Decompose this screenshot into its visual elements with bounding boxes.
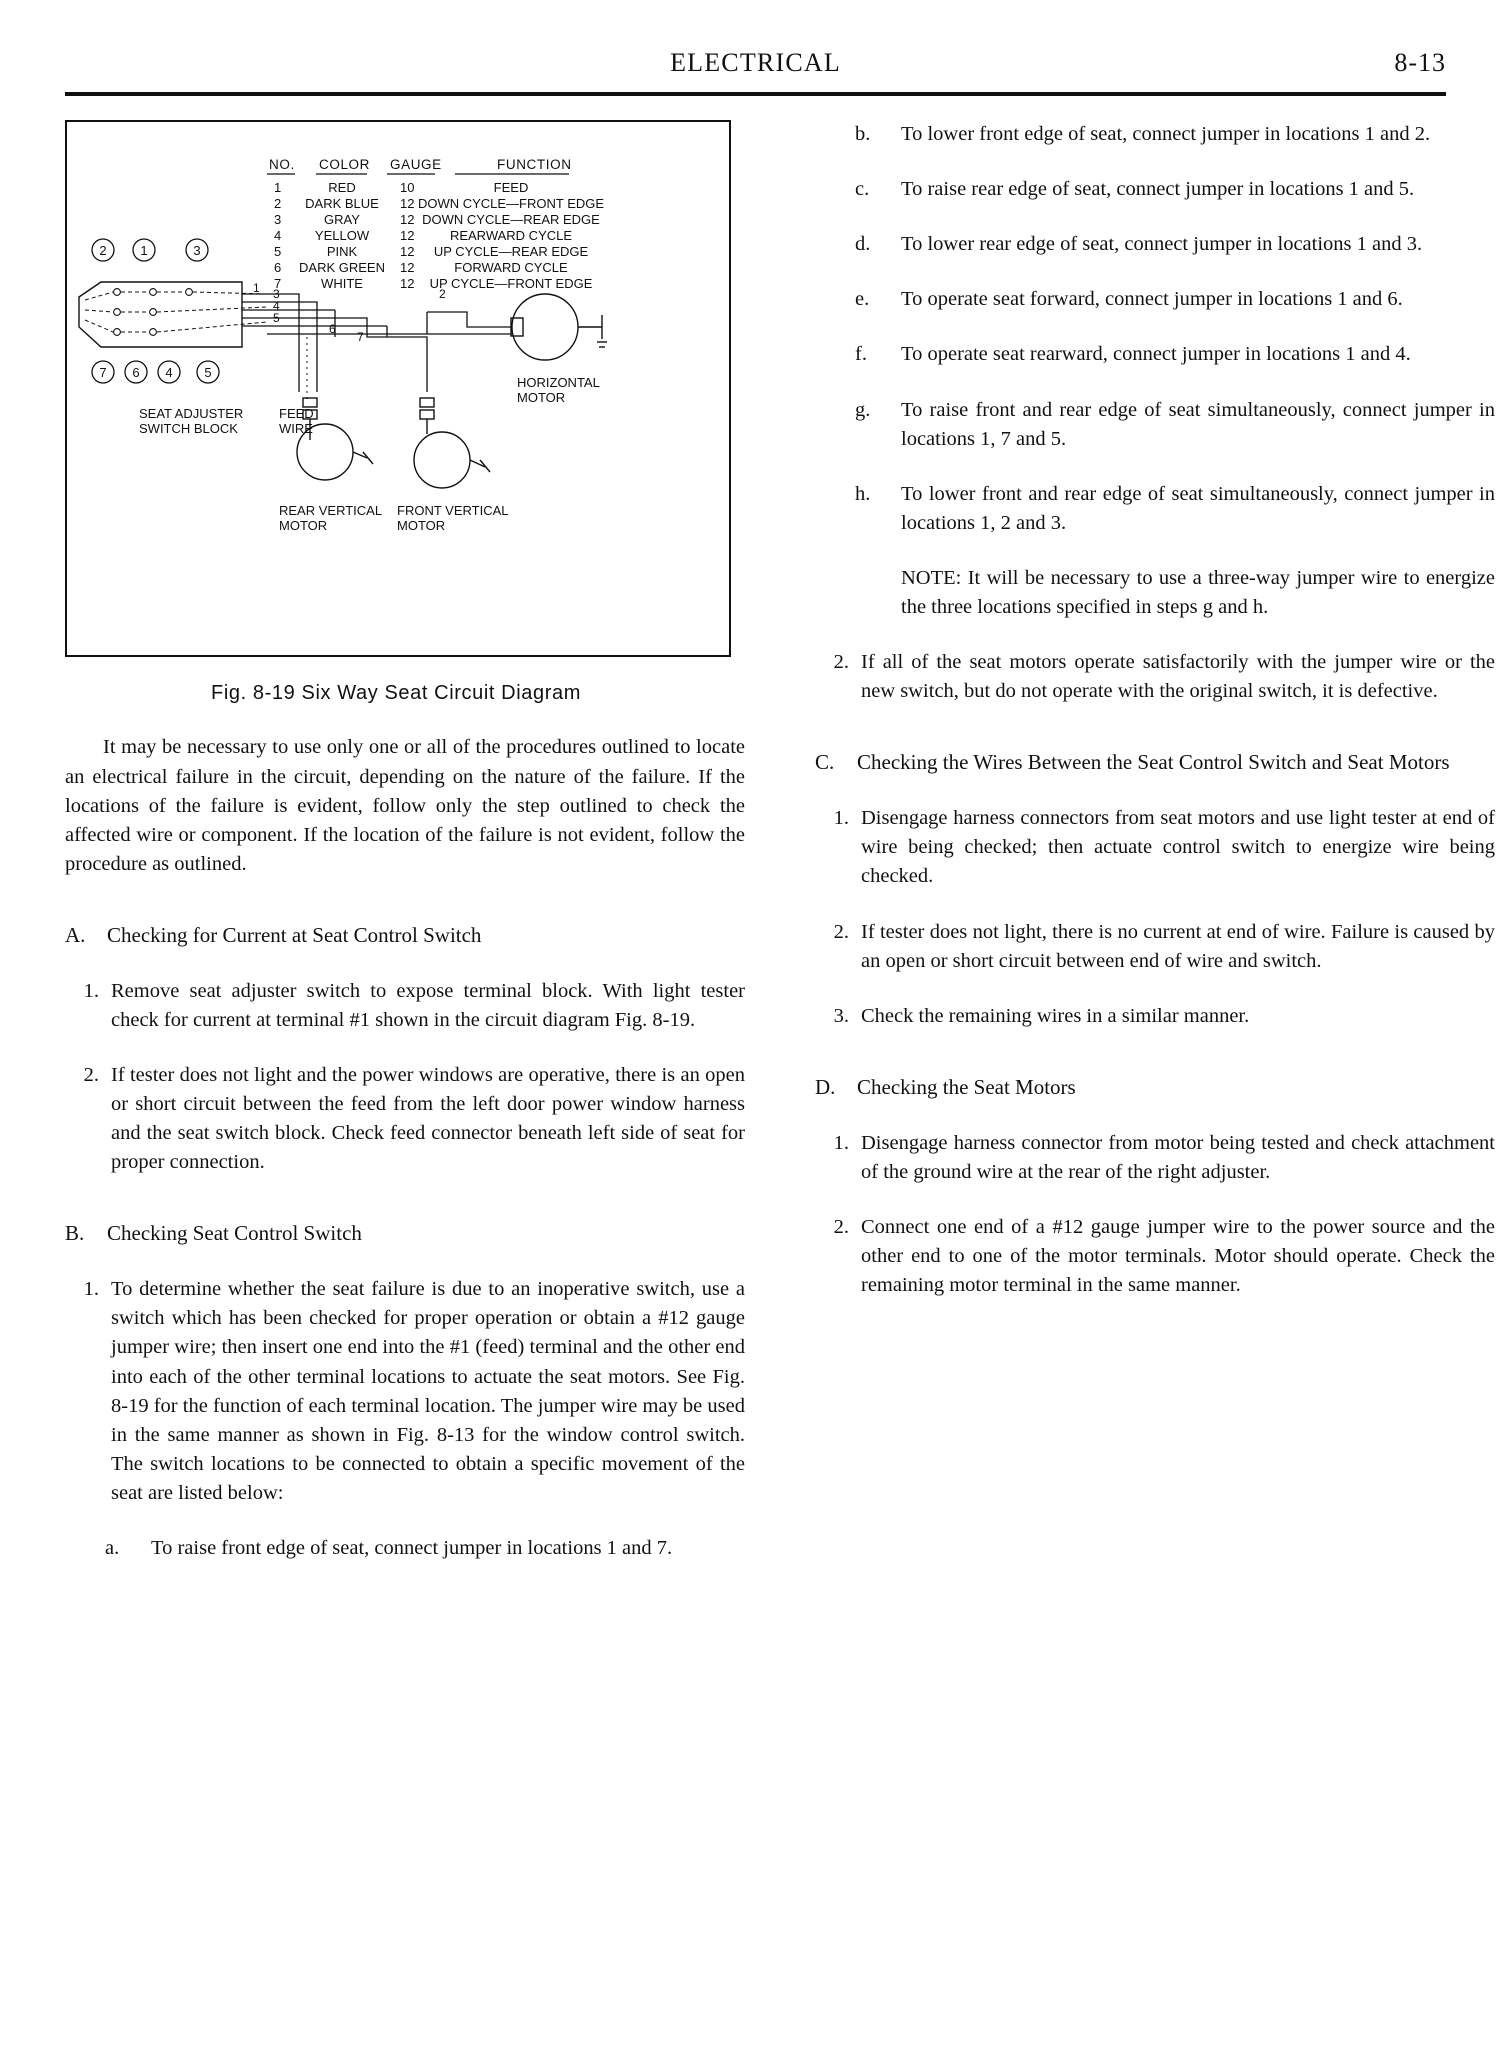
svg-text:4: 4 <box>165 365 173 380</box>
svg-text:12: 12 <box>400 244 415 259</box>
svg-text:DARK BLUE: DARK BLUE <box>305 196 379 211</box>
list-item-number: 1. <box>83 979 99 1002</box>
seat-circuit-diagram <box>67 122 725 651</box>
list-item <box>815 1213 1495 1300</box>
section-b-title: Checking Seat Control Switch <box>107 1221 362 1246</box>
right-column <box>815 120 1495 1300</box>
svg-text:RED: RED <box>328 180 356 195</box>
svg-text:12: 12 <box>400 276 415 291</box>
svg-text:7: 7 <box>357 330 364 344</box>
list-item-text: If tester does not light, there is no current at end of wire. Failure is caused by an open or short circuit between end of wire and switch. <box>861 920 1495 972</box>
list-item <box>65 1275 745 1508</box>
list-item-number: 2. <box>833 1215 849 1238</box>
svg-text:GRAY: GRAY <box>324 212 360 227</box>
svg-text:3: 3 <box>274 212 282 227</box>
left-column <box>65 120 745 1563</box>
svg-text:5: 5 <box>273 311 280 325</box>
svg-text:HORIZONTAL: HORIZONTAL <box>517 375 600 390</box>
intro-paragraph: It may be necessary to use only one or all of the procedures outlined to locate an electrical failure in the circuit, depending on the nature of the failure. If the locations of the failure is evident, follow only the step outlined to check the affected wire or component. If the location of the failure is not evident, follow the procedure as outlined. <box>65 736 745 875</box>
list-item-text: Connect one end of a #12 gauge jumper wire to the power source and the other end to one of the motor terminals. Motor should operate. Check the remaining motor terminal in the same manner. <box>861 1215 1495 1297</box>
list-item-number: 1. <box>833 807 849 830</box>
list-item-number: 2. <box>833 651 849 674</box>
svg-text:MOTOR: MOTOR <box>279 518 328 533</box>
section-c-letter: C. <box>815 750 835 775</box>
page-number: 8-13 <box>1394 48 1446 77</box>
sub-list-item-number: e. <box>855 288 870 311</box>
svg-text:NO.: NO. <box>269 157 295 172</box>
sub-list-item-text: To lower front and rear edge of seat simultaneously, connect jumper in locations 1, 2 and 3. <box>901 482 1495 534</box>
sub-list-item-text: To raise rear edge of seat, connect jumper in locations 1 and 5. <box>901 178 1415 201</box>
list-item <box>815 918 1495 976</box>
page-title: ELECTRICAL <box>670 48 841 77</box>
svg-text:4: 4 <box>273 299 280 313</box>
sub-list-item-number: g. <box>855 398 871 421</box>
svg-text:FORWARD CYCLE: FORWARD CYCLE <box>454 260 568 275</box>
sub-list-item-number: d. <box>855 233 871 256</box>
svg-text:DOWN CYCLE—FRONT EDGE: DOWN CYCLE—FRONT EDGE <box>417 196 605 211</box>
sub-list-item-number: h. <box>855 482 871 505</box>
list-item-text: If all of the seat motors operate satisfactorily with the jumper wire or the new switch, but do not operate with the original switch, it is defective. <box>861 651 1495 703</box>
list-item-number: 1. <box>83 1278 99 1301</box>
sub-list-item <box>855 175 1495 204</box>
sub-list-item-number: f. <box>855 343 867 366</box>
svg-text:REAR VERTICAL: REAR VERTICAL <box>279 503 383 518</box>
svg-text:REARWARD CYCLE: REARWARD CYCLE <box>449 228 573 243</box>
figure-8-19 <box>65 120 731 657</box>
list-item-text: Disengage harness connector from motor being tested and check attachment of the ground wire at the rear of the right adjuster. <box>861 1131 1495 1183</box>
sub-list-item <box>855 480 1495 538</box>
svg-text:MOTOR: MOTOR <box>517 390 566 405</box>
svg-text:10: 10 <box>400 180 415 195</box>
svg-text:12: 12 <box>400 260 415 275</box>
svg-text:DARK GREEN: DARK GREEN <box>299 260 385 275</box>
header-rule <box>65 92 1446 96</box>
section-a-letter: A. <box>65 922 86 947</box>
list-item-text: To determine whether the seat failure is due to an inoperative switch, use a switch which has been checked for proper operation or obtain a #12 gauge jumper wire; then insert one end into the #1 (feed) terminal and the other end into each of the other terminal locations to actuate the seat motors. See Fig. 8-19 for the function of each terminal location. The jumper wire may be used in the same manner as shown in Fig. 8-13 for the window control switch. The switch locations to be connected to obtain a specific movement of the seat are listed below: <box>111 1278 745 1504</box>
svg-text:3: 3 <box>193 243 201 258</box>
svg-text:FRONT VERTICAL: FRONT VERTICAL <box>397 503 509 518</box>
sub-list-item <box>855 120 1495 149</box>
sub-list-item-text: To lower rear edge of seat, connect jumper in locations 1 and 3. <box>901 233 1423 256</box>
svg-text:12: 12 <box>400 228 415 243</box>
section-b-letter: B. <box>65 1221 85 1246</box>
sub-list-item <box>855 230 1495 259</box>
svg-text:4: 4 <box>274 228 282 243</box>
section-c-heading <box>815 748 1495 778</box>
figure-caption: Fig. 8-19 Six Way Seat Circuit Diagram <box>211 682 581 704</box>
sub-list-item-text: To raise front and rear edge of seat simultaneously, connect jumper in locations 1, 7 and 5. <box>901 398 1495 450</box>
svg-text:2: 2 <box>439 287 446 301</box>
svg-text:2: 2 <box>274 196 282 211</box>
svg-text:UP CYCLE—REAR EDGE: UP CYCLE—REAR EDGE <box>433 244 589 259</box>
sub-list-item-number: b. <box>855 123 871 145</box>
list-item-number: 3. <box>833 1004 849 1027</box>
svg-text:1: 1 <box>140 243 148 258</box>
svg-text:SEAT ADJUSTER: SEAT ADJUSTER <box>139 406 244 421</box>
svg-text:PINK: PINK <box>326 244 358 259</box>
list-item-text: Remove seat adjuster switch to expose terminal block. With light tester check for current at terminal #1 shown in the circuit diagram Fig. 8-19. <box>111 979 745 1031</box>
sub-list-item <box>855 396 1495 454</box>
svg-text:GAUGE: GAUGE <box>390 157 442 172</box>
sub-list-item-text: To operate seat forward, connect jumper in locations 1 and 6. <box>901 288 1403 311</box>
list-item-number: 1. <box>833 1131 849 1154</box>
section-d-heading <box>815 1073 1495 1103</box>
sub-list-item-text: To lower front edge of seat, connect jumper in locations 1 and 2. <box>901 123 1431 145</box>
list-item-number: 2. <box>833 920 849 943</box>
section-b-heading <box>65 1219 745 1249</box>
svg-text:6: 6 <box>274 260 282 275</box>
svg-text:COLOR: COLOR <box>319 157 371 172</box>
svg-text:MOTOR: MOTOR <box>397 518 446 533</box>
list-item <box>815 804 1495 891</box>
svg-text:7: 7 <box>274 276 282 291</box>
svg-text:7: 7 <box>99 365 107 380</box>
list-item <box>815 1129 1495 1187</box>
svg-text:FEED: FEED <box>279 406 314 421</box>
sub-list-item <box>855 285 1495 314</box>
list-item-text: Check the remaining wires in a similar manner. <box>861 1004 1250 1027</box>
sub-list-item <box>855 340 1495 369</box>
svg-text:WHITE: WHITE <box>321 276 363 291</box>
svg-text:6: 6 <box>132 365 140 380</box>
section-a-heading <box>65 921 745 951</box>
page-header <box>65 48 1446 88</box>
svg-text:6: 6 <box>329 322 336 336</box>
svg-text:WIRE: WIRE <box>279 421 313 436</box>
svg-text:1: 1 <box>274 180 282 195</box>
svg-text:12: 12 <box>400 196 415 211</box>
svg-text:1: 1 <box>253 281 260 295</box>
sub-list-item-number: a. <box>105 1537 120 1560</box>
svg-text:SWITCH BLOCK: SWITCH BLOCK <box>139 421 238 436</box>
section-d-title: Checking the Seat Motors <box>857 1074 1076 1099</box>
list-item <box>65 1061 745 1177</box>
svg-text:DOWN CYCLE—REAR EDGE: DOWN CYCLE—REAR EDGE <box>422 212 600 227</box>
svg-text:12: 12 <box>400 212 415 227</box>
list-item <box>815 1002 1495 1031</box>
list-item-text: Disengage harness connectors from seat motors and use light tester at end of wire being checked; then actuate control switch to energize wire being checked. <box>861 807 1495 888</box>
sub-list-item-text: To raise front edge of seat, connect jumper in locations 1 and 7. <box>151 1537 673 1560</box>
sub-list-item-text: To operate seat rearward, connect jumper in locations 1 and 4. <box>901 343 1411 366</box>
svg-text:FEED: FEED <box>493 180 529 195</box>
svg-text:UP CYCLE—FRONT EDGE: UP CYCLE—FRONT EDGE <box>429 276 593 291</box>
note-block: NOTE: It will be necessary to use a three-way jumper wire to energize the three locations specified in steps g and h. <box>901 566 1495 619</box>
section-a-title: Checking for Current at Seat Control Switch <box>107 922 482 947</box>
svg-text:YELLOW: YELLOW <box>314 228 370 243</box>
list-item-number: 2. <box>83 1063 99 1086</box>
list-item-text: If tester does not light and the power windows are operative, there is an open or short circuit between the feed from the left door power window harness and the seat switch block. Check feed connector beneath left side of seat for proper connection. <box>111 1063 745 1174</box>
list-item <box>815 648 1495 706</box>
svg-text:FUNCTION: FUNCTION <box>497 157 572 172</box>
svg-text:3: 3 <box>273 287 280 301</box>
sub-list-item-number: c. <box>855 178 870 201</box>
svg-text:2: 2 <box>99 243 107 258</box>
section-c-title: Checking the Wires Between the Seat Control Switch and Seat Motors <box>857 750 1450 775</box>
list-item <box>65 977 745 1035</box>
section-d-letter: D. <box>815 1074 836 1099</box>
sub-list-item <box>105 1534 745 1563</box>
svg-text:5: 5 <box>204 365 212 380</box>
svg-text:5: 5 <box>274 244 282 259</box>
